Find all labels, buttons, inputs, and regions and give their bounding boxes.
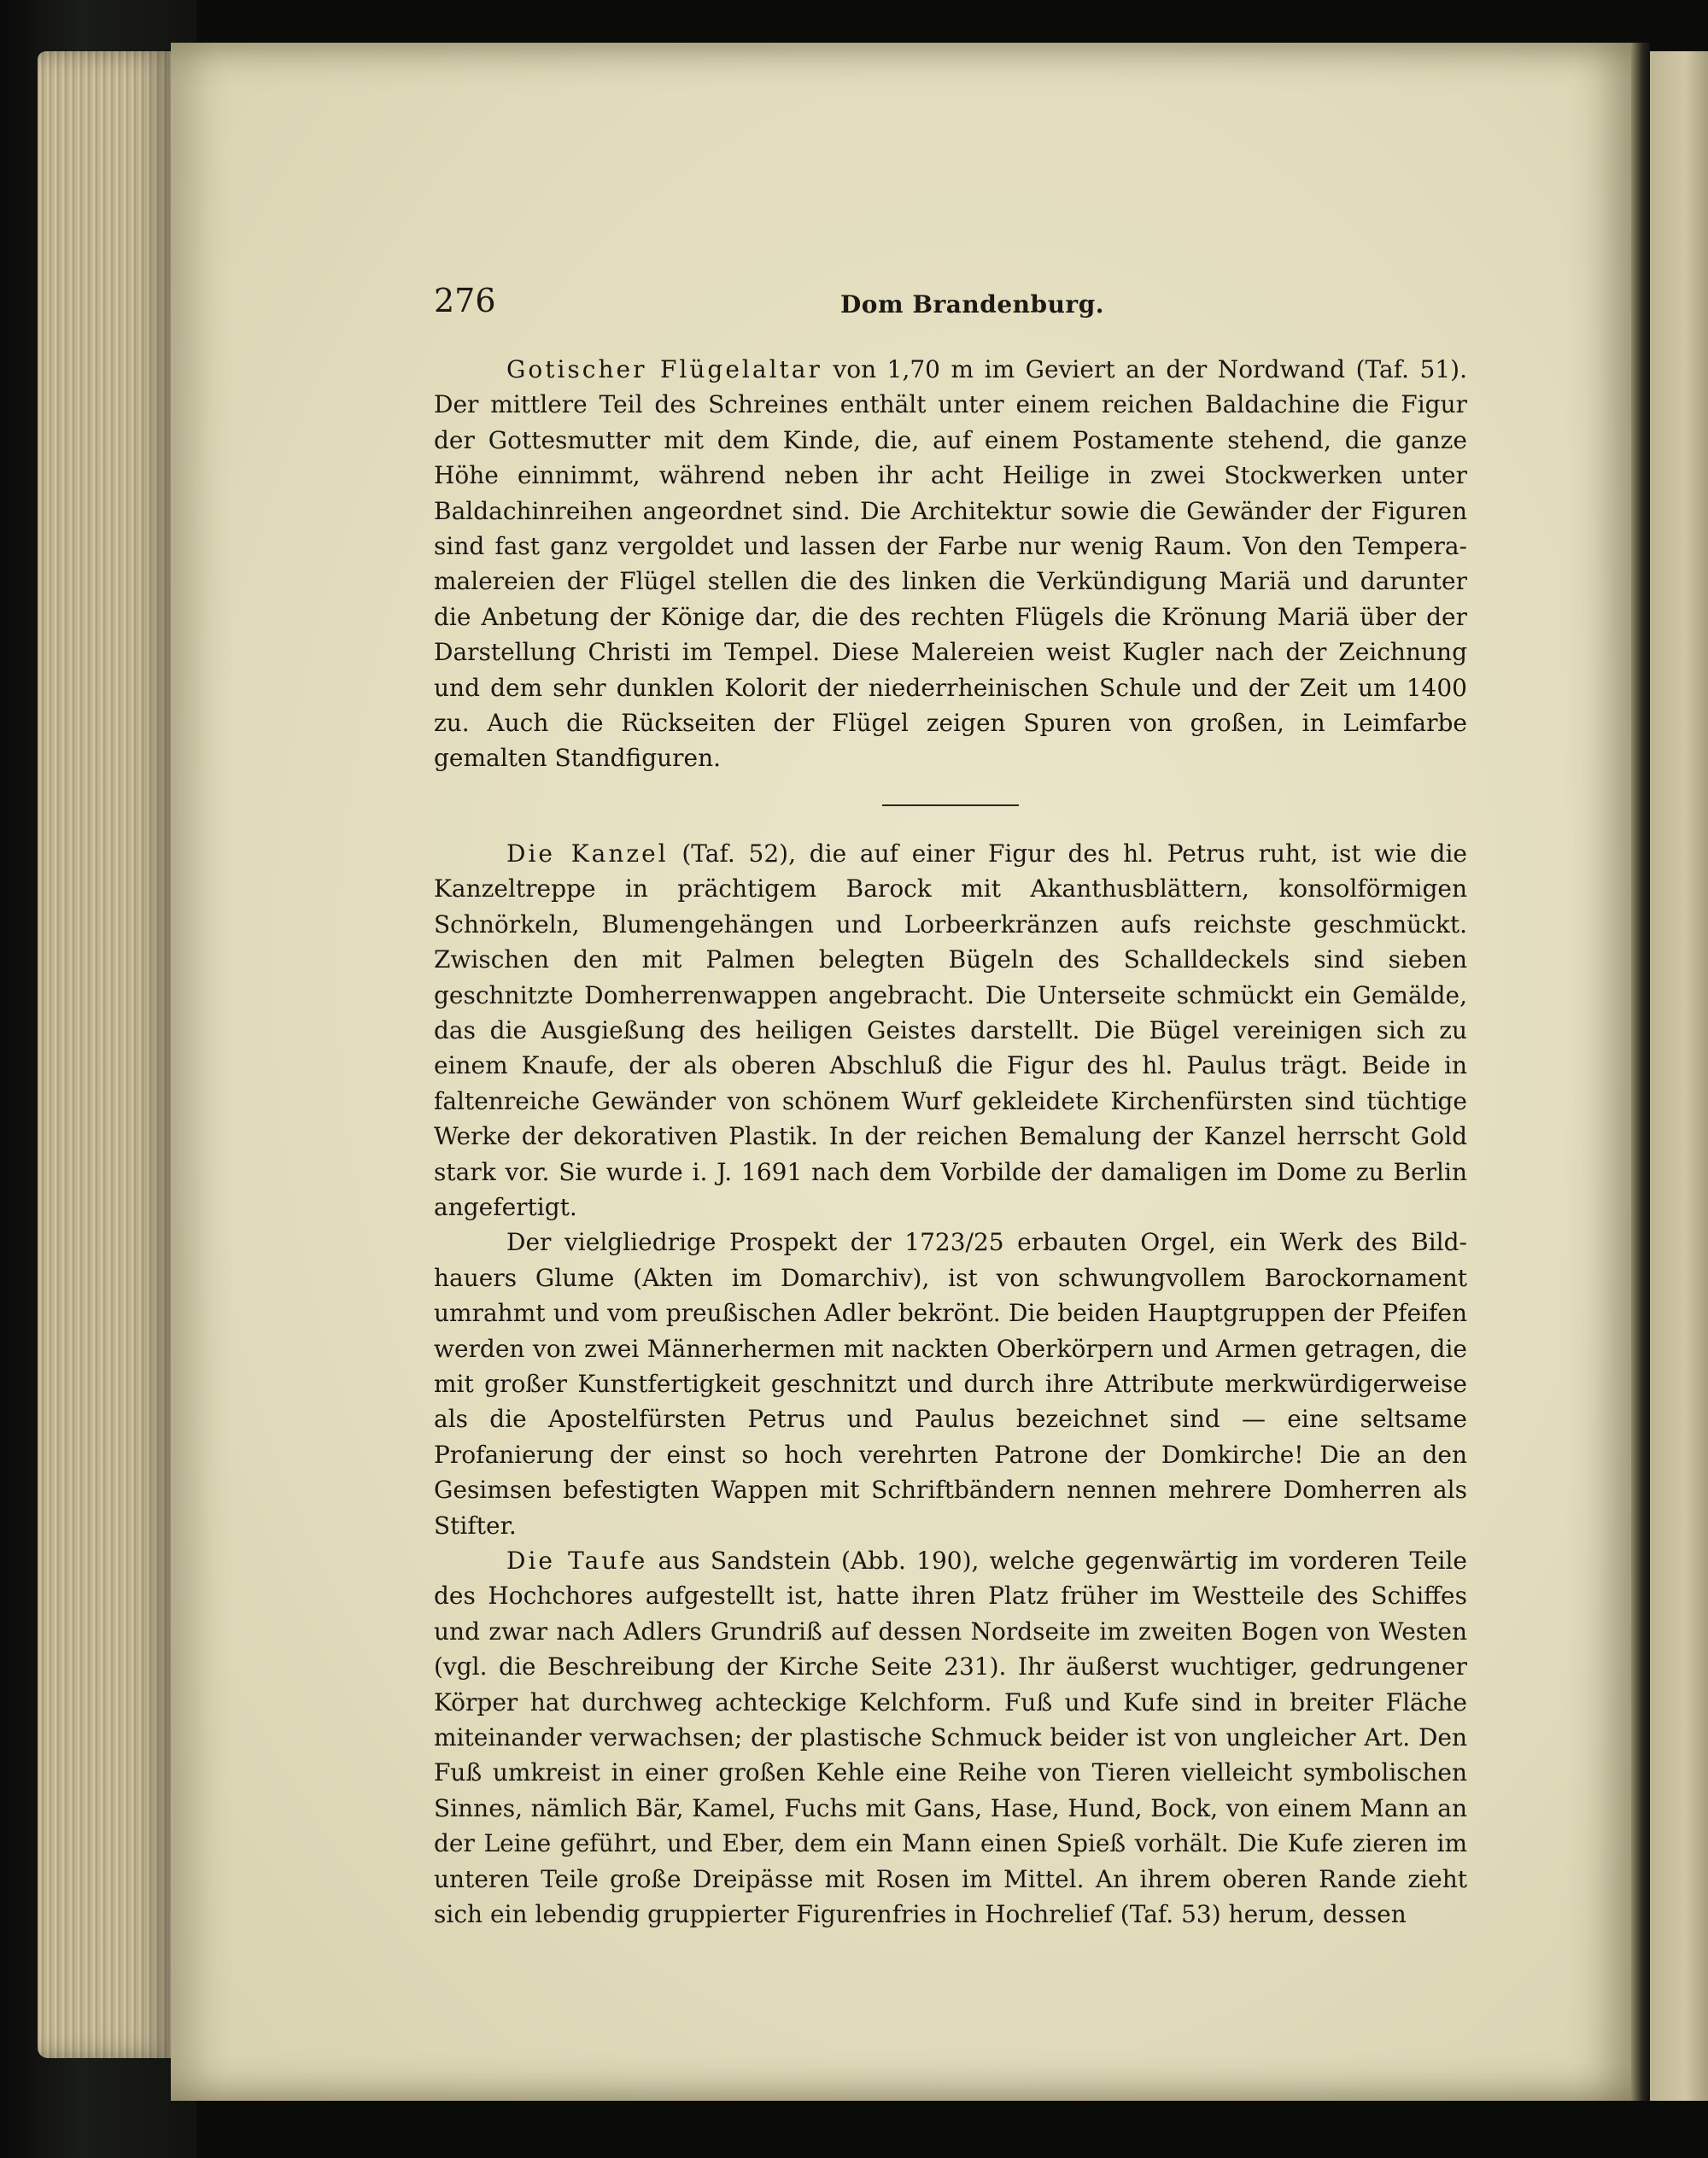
facing-page-edge [1650, 51, 1708, 2101]
paragraph-text: von 1,70 m im Geviert an der Nordwand (Taf. 51). Der mittlere Teil des Schreines enthält unter einem reichen Baldachine die Figur der Gottesmutter mit dem Kinde, die, auf einem Postamente stehend, die ganze Höhe einnimmt, während neben ihr acht Heilige in zwei Stockwerken unter Baldachinreihen angeordnet sind. Die Architektur sowie die Gewänder der Figuren sind fast ganz vergoldet und lassen der Farbe nur wenig Raum. Von den Temperamalereien der Flügel stellen die des linken die Verkündigung Mariä und darunter die Anbetung der Könige dar, die des rechten Flügels die Krönung Mariä über der Darstellung Christi im Tempel. Diese Malereien weist Kugler nach der Zeichnung und dem sehr dunklen Kolorit der niederrheinischen Schule und der Zeit um 1400 zu. Auch die Rückseiten der Flügel zeigen Spuren von großen, in Leimfarbe gemalten Standfiguren. [434, 355, 1467, 773]
paragraph-lead: Die Taufe [506, 1547, 648, 1575]
paragraph-lead: Gotischer Flügelaltar [506, 355, 822, 383]
body-text [434, 352, 1467, 1932]
section-divider [882, 804, 1019, 806]
paragraph-lead: Die Kanzel [506, 839, 669, 868]
running-head: Dom Brandenburg. [840, 290, 1105, 319]
page-number: 276 [434, 282, 496, 319]
book-gutter [1631, 43, 1650, 2101]
paragraph-kanzel [434, 836, 1467, 1225]
page-edges [38, 51, 174, 2058]
paragraph-text: aus Sandstein (Abb. 190), welche gegenwärtig im vorderen Teile des Hochchores aufgestellt ist, hatte ihren Platz früher im Westteile des Schiffes und zwar nach Adlers Grundriß auf dessen Nordseite im zweiten Bogen von Westen (vgl. die Beschreibung der Kirche Seite 231). Ihr äußerst wuchtiger, gedrungener Körper hat durchweg achteckige Kelchform. Fuß und Kufe sind in breiter Fläche miteinander verwachsen; der plastische Schmuck beider ist von ungleicher Art. Den Fuß umkreist in einer großen Kehle eine Reihe von Tieren vielleicht symbolischen Sinnes, nämlich Bär, Kamel, Fuchs mit Gans, Hase, Hund, Bock, von einem Mann an der Leine geführt, und Eber, dem ein Mann einen Spieß vorhält. Die Kufe zieren im unteren Teile große Dreipässe mit Rosen im Mittel. An ihrem oberen Rande zieht sich ein lebendig gruppierter Figurenfries in Hochrelief (Taf. 53) herum, dessen [434, 1547, 1467, 1929]
paragraph-orgel [434, 1225, 1467, 1543]
paragraph-taufe [434, 1543, 1467, 1932]
page-header [434, 282, 1467, 325]
paragraph-text: Der vielgliedrige Prospekt der 1723/25 erbauten Orgel, ein Werk des Bildhauers Glume (Akten im Domarchiv), ist von schwungvollem Barockornament umrahmt und vom preußischen Adler bekrönt. Die beiden Hauptgruppen der Pfeifen werden von zwei Männerhermen mit nackten Oberkörpern und Armen getragen, die mit großer Kunstfertigkeit geschnitzt und durch ihre Attribute merkwürdigerweise als die Apostelfürsten Petrus und Paulus bezeichnet sind — eine seltsame Profanierung der einst so hoch verehrten Patrone der Domkirche! Die an den Gesimsen befestigten Wappen mit Schriftbändern nennen mehrere Domherren als Stifter. [434, 1228, 1467, 1540]
paragraph-text: (Taf. 52), die auf einer Figur des hl. Petrus ruht, ist wie die Kanzeltreppe in prächtigem Barock mit Akanthusblättern, konsolförmigen Schnörkeln, Blumengehängen und Lorbeerkränzen aufs reichste geschmückt. Zwischen den mit Palmen belegten Bügeln des Schalldeckels sind sieben geschnitzte Domherrenwappen angebracht. Die Unterseite schmückt ein Gemälde, das die Ausgießung des heiligen Geistes darstellt. Die Bügel vereinigen sich zu einem Knaufe, der als oberen Abschluß die Figur des hl. Paulus trägt. Beide in faltenreiche Gewänder von schönem Wurf gekleidete Kirchenfürsten sind tüchtige Werke der dekorativen Plastik. In der reichen Bemalung der Kanzel herrscht Gold stark vor. Sie wurde i. J. 1691 nach dem Vorbilde der damaligen im Dome zu Berlin angefertigt. [434, 839, 1467, 1221]
paragraph-fluegelaltar [434, 352, 1467, 776]
